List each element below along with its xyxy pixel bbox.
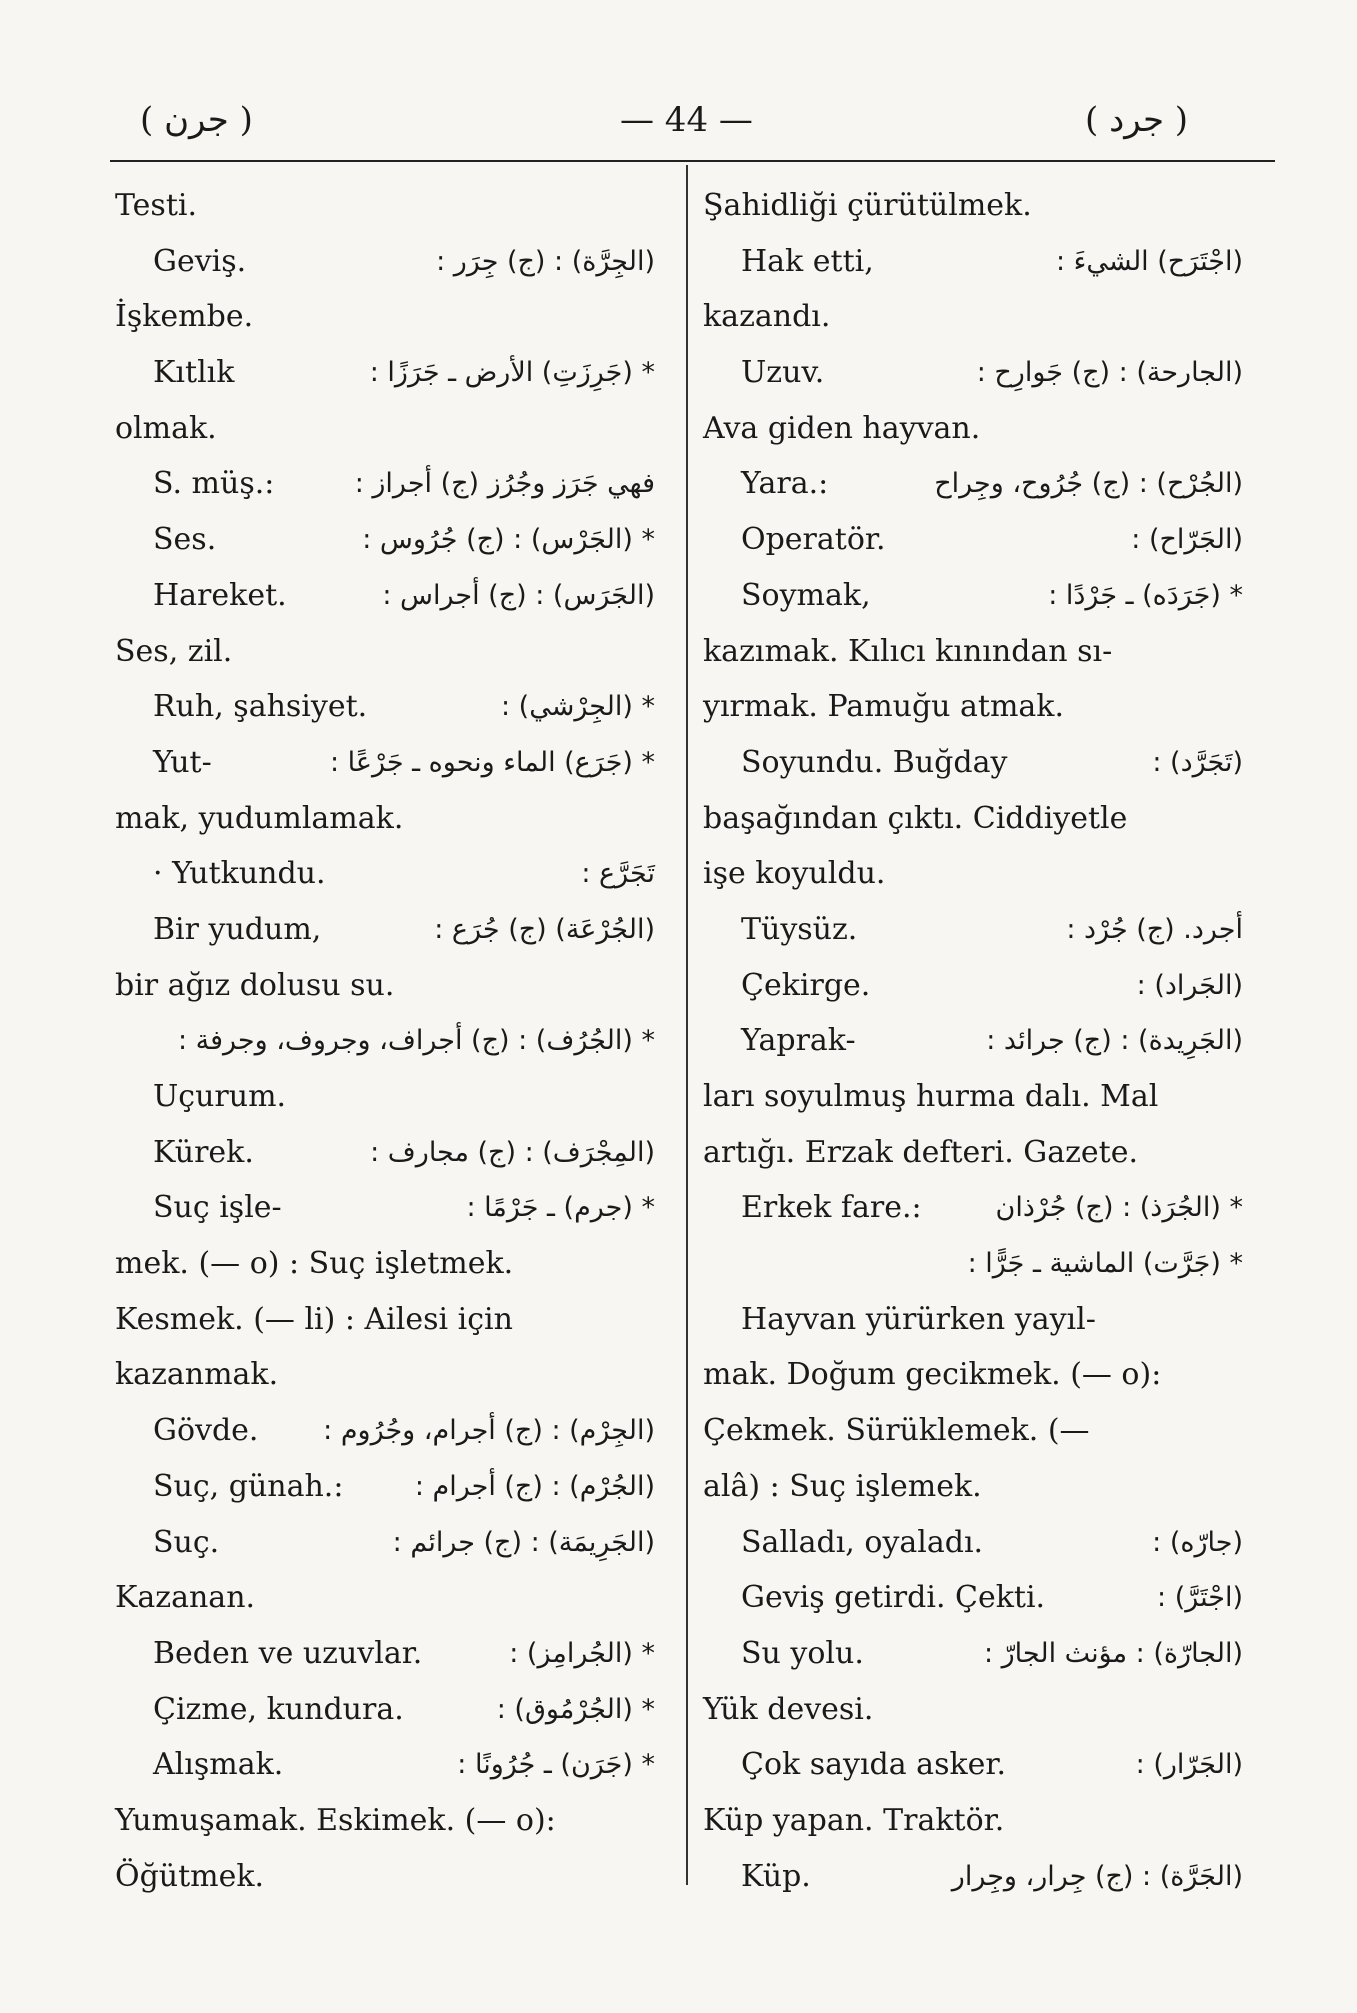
turkish-text: kazımak. Kılıcı kınından sı- [703, 633, 1113, 669]
arabic-headword: * (جَرَع) الماء ونحوه ـ جَرْعًا : [329, 746, 655, 778]
turkish-text: mek. (— o) : Suç işletmek. [115, 1246, 514, 1282]
dictionary-line [703, 958, 1243, 1014]
dictionary-line [115, 958, 655, 1014]
turkish-text: · Yutkundu. [153, 856, 326, 892]
dictionary-line [115, 1459, 655, 1515]
page-header [0, 100, 1357, 160]
turkish-text: Salladı, oyaladı. [741, 1524, 984, 1560]
turkish-text: Çizme, kundura. [153, 1691, 404, 1727]
dictionary-line [703, 1403, 1243, 1459]
turkish-text: alâ) : Suç işlemek. [703, 1468, 982, 1504]
turkish-text: Yük devesi. [703, 1691, 874, 1727]
turkish-text: Bir yudum, [153, 911, 322, 947]
column-divider [686, 165, 688, 1885]
arabic-headword: (الجَرَس) : (ج) أجراس : [382, 579, 655, 611]
dictionary-line [115, 1180, 655, 1236]
dictionary-line [703, 289, 1243, 345]
arabic-headword: * (جَرِزَتِ) الأرض ـ جَرَزًا : [369, 357, 655, 389]
dictionary-line [703, 846, 1243, 902]
dictionary-line [703, 1626, 1243, 1682]
dictionary-line [703, 456, 1243, 512]
turkish-text: ları soyulmuş hurma dalı. Mal [703, 1079, 1159, 1114]
dictionary-line [703, 1849, 1243, 1905]
dictionary-line [703, 1570, 1243, 1626]
turkish-text: Testi. [115, 188, 198, 223]
turkish-text: Soymak, [741, 577, 871, 613]
arabic-headword: (الجارّة) : مؤنث الجارّ : [983, 1637, 1243, 1669]
dictionary-line [115, 1069, 655, 1125]
turkish-text: Erkek fare.: [741, 1190, 922, 1226]
arabic-headword: (الجَرّار) : [1135, 1749, 1243, 1781]
left-column [115, 178, 655, 1904]
dictionary-line [115, 679, 655, 735]
arabic-headword: * (جَرَّت) الماشية ـ جَرًّا : [967, 1248, 1243, 1280]
turkish-text: Yut- [153, 744, 212, 780]
turkish-text: Çekmek. Sürüklemek. (— [703, 1413, 1090, 1449]
dictionary-line [703, 624, 1243, 680]
arabic-headword: * (الجُرُف) : (ج) أجراف، وجروف، وجرفة : [177, 1025, 655, 1057]
dictionary-line [703, 1236, 1243, 1292]
turkish-text: Uçurum. [153, 1079, 287, 1114]
turkish-text: Uzuv. [741, 355, 825, 391]
dictionary-line [703, 902, 1243, 958]
turkish-text: Suç işle- [153, 1190, 282, 1226]
dictionary-line [115, 735, 655, 791]
header-right-keyword: ( جرد ) [1085, 100, 1189, 140]
dictionary-line [115, 1793, 655, 1849]
arabic-headword: فهي جَرَز وجُرُز (ج) أجراز : [354, 468, 655, 500]
arabic-headword: (الجُرْعَة) (ج) جُرَع : [434, 913, 655, 945]
dictionary-line [703, 1180, 1243, 1236]
turkish-text: Çekirge. [741, 967, 871, 1003]
turkish-text: başağından çıktı. Ciddiyetle [703, 800, 1128, 836]
dictionary-line [115, 345, 655, 401]
dictionary-line [115, 289, 655, 345]
turkish-text: bir ağız dolusu su. [115, 967, 395, 1003]
dictionary-line [703, 1737, 1243, 1793]
arabic-headword: (الجَرَّة) : (ج) جِرار، وجِرار [951, 1860, 1243, 1892]
dictionary-line [115, 1626, 655, 1682]
turkish-text: Kürek. [153, 1134, 254, 1170]
arabic-headword: (الجِرَّة) : (ج) جِرَر : [436, 245, 655, 277]
turkish-text: Ses, zil. [115, 633, 233, 669]
turkish-text: mak. Doğum gecikmek. (— o): [703, 1357, 1162, 1393]
turkish-text: Hayvan yürürken yayıl- [741, 1301, 1096, 1337]
dictionary-line [115, 1570, 655, 1626]
turkish-text: Yara.: [741, 466, 829, 502]
turkish-text: S. müş.: [153, 466, 275, 502]
arabic-headword: * (الجُرَذ) : (ج) جُرْذان [995, 1192, 1243, 1224]
dictionary-line [703, 234, 1243, 290]
arabic-headword: (الجُرْح) : (ج) جُرُوح، وجِراح [934, 468, 1243, 500]
dictionary-line [703, 1292, 1243, 1348]
turkish-text: Şahidliği çürütülmek. [703, 188, 1032, 223]
dictionary-line [703, 679, 1243, 735]
dictionary-line [703, 345, 1243, 401]
arabic-headword: * (الجَرْس) : (ج) جُرُوس : [362, 524, 655, 556]
dictionary-line [115, 1125, 655, 1181]
turkish-text: Soyundu. Buğday [741, 744, 1008, 780]
dictionary-line [703, 735, 1243, 791]
dictionary-line [115, 401, 655, 457]
arabic-headword: (الجارحة) : (ج) جَوارِح : [976, 357, 1243, 389]
turkish-text: artığı. Erzak defteri. Gazete. [703, 1134, 1139, 1170]
turkish-text: Suç, günah.: [153, 1468, 344, 1504]
dictionary-line [115, 1292, 655, 1348]
dictionary-line [115, 846, 655, 902]
dictionary-line [115, 178, 655, 234]
arabic-headword: (اجْتَرَح) الشيءَ : [1055, 245, 1243, 277]
turkish-text: Yaprak- [741, 1023, 856, 1059]
arabic-headword: (الجَراد) : [1136, 969, 1243, 1001]
page-number: — 44 — [620, 100, 753, 140]
dictionary-line [703, 1793, 1243, 1849]
arabic-headword: * (جَرَن) ـ جُرُونًا : [457, 1749, 655, 1781]
arabic-headword: (تَجَرَّد) : [1152, 746, 1243, 778]
turkish-text: Çok sayıda asker. [741, 1747, 1006, 1783]
dictionary-line [115, 791, 655, 847]
dictionary-line [115, 1403, 655, 1459]
dictionary-line [703, 1125, 1243, 1181]
dictionary-line [703, 1069, 1243, 1125]
turkish-text: Ses. [153, 522, 217, 558]
dictionary-line [115, 512, 655, 568]
dictionary-line [115, 1347, 655, 1403]
turkish-text: Geviş. [153, 243, 247, 279]
turkish-text: Alışmak. [153, 1747, 284, 1783]
dictionary-line [703, 791, 1243, 847]
turkish-text: işe koyuldu. [703, 856, 886, 892]
arabic-headword: (جارّه) : [1152, 1526, 1243, 1558]
arabic-headword: (اجْتَرَّ) : [1157, 1582, 1243, 1614]
arabic-headword: * (الجُرامِز) : [509, 1637, 655, 1669]
header-left-keyword: ( جرن ) [140, 100, 253, 140]
turkish-text: Hareket. [153, 577, 287, 613]
arabic-headword: تَجَرَّع : [581, 858, 655, 890]
dictionary-line [703, 568, 1243, 624]
turkish-text: Gövde. [153, 1413, 259, 1449]
dictionary-line [703, 401, 1243, 457]
dictionary-line [115, 568, 655, 624]
arabic-headword: أجرد. (ج) جُرْد : [1066, 913, 1243, 945]
turkish-text: yırmak. Pamuğu atmak. [703, 689, 1065, 725]
dictionary-line [703, 1459, 1243, 1515]
arabic-headword: * (جَرَدَه) ـ جَرْدًا : [1048, 579, 1243, 611]
turkish-text: Su yolu. [741, 1635, 864, 1671]
turkish-text: Ava giden hayvan. [703, 410, 981, 446]
dictionary-line [115, 1849, 655, 1905]
dictionary-line [115, 234, 655, 290]
arabic-headword: (الجِرْم) : (ج) أجرام، وجُرُوم : [323, 1415, 655, 1447]
turkish-text: kazandı. [703, 299, 831, 335]
right-column [703, 178, 1243, 1904]
arabic-headword: (المِجْرَف) : (ج) مجارف : [370, 1136, 655, 1168]
turkish-text: Geviş getirdi. Çekti. [741, 1580, 1046, 1616]
turkish-text: İşkembe. [115, 299, 254, 335]
dictionary-line [703, 178, 1243, 234]
dictionary-line [115, 456, 655, 512]
turkish-text: Tüysüz. [741, 911, 858, 947]
header-rule [110, 160, 1275, 162]
arabic-headword: (الجَرّاح) : [1131, 524, 1243, 556]
arabic-headword: (الجَرِيدة) : (ج) جرائد : [986, 1025, 1243, 1057]
turkish-text: Öğütmek. [115, 1858, 265, 1894]
arabic-headword: (الجَرِيمَة) : (ج) جرائم : [392, 1526, 655, 1558]
dictionary-line [115, 1236, 655, 1292]
dictionary-line [703, 512, 1243, 568]
dictionary-line [115, 624, 655, 680]
turkish-text: Beden ve uzuvlar. [153, 1635, 423, 1671]
dictionary-line [115, 1682, 655, 1738]
turkish-text: Küp yapan. Traktör. [703, 1802, 1005, 1838]
dictionary-line [115, 902, 655, 958]
arabic-headword: * (جرم) ـ جَرْمًا : [466, 1192, 655, 1224]
dictionary-line [703, 1347, 1243, 1403]
dictionary-line [703, 1013, 1243, 1069]
dictionary-line [115, 1515, 655, 1571]
arabic-headword: * (الجُرْمُوق) : [496, 1693, 655, 1725]
dictionary-line [703, 1515, 1243, 1571]
arabic-headword: (الجُرْم) : (ج) أجرام : [414, 1470, 655, 1502]
turkish-text: Kesmek. (— li) : Ailesi için [115, 1301, 513, 1337]
turkish-text: Küp. [741, 1858, 811, 1894]
turkish-text: Ruh, şahsiyet. [153, 689, 368, 725]
arabic-headword: * (الجِرْشي) : [500, 691, 655, 723]
turkish-text: Hak etti, [741, 243, 874, 279]
dictionary-line [115, 1013, 655, 1069]
turkish-text: Operatör. [741, 522, 886, 558]
dictionary-line [703, 1682, 1243, 1738]
turkish-text: Kıtlık [153, 355, 235, 391]
turkish-text: Yumuşamak. Eskimek. (— o): [115, 1802, 556, 1838]
turkish-text: Kazanan. [115, 1580, 256, 1616]
turkish-text: mak, yudumlamak. [115, 800, 404, 836]
turkish-text: olmak. [115, 410, 217, 446]
turkish-text: Suç. [153, 1524, 220, 1560]
turkish-text: kazanmak. [115, 1357, 279, 1393]
dictionary-line [115, 1737, 655, 1793]
